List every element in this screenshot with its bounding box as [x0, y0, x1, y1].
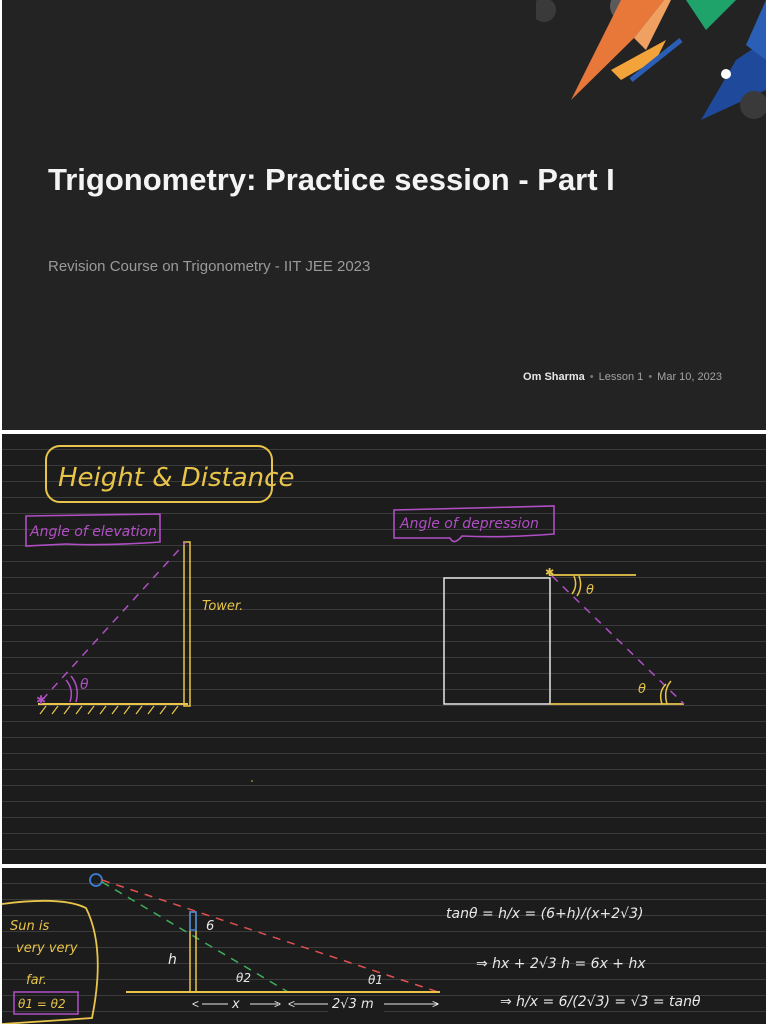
theta-far: θ1 — [368, 973, 383, 987]
sun-ray-near — [102, 882, 288, 992]
elevation-label: Angle of elevation — [30, 524, 158, 540]
observer-mark: ✱ — [36, 693, 47, 707]
handwritten-solution — [2, 868, 766, 1024]
equation-2: ⇒ hx + 2√3 h = 6x + hx — [476, 956, 646, 972]
handwritten-notes — [2, 434, 766, 864]
svg-text:<: < — [192, 997, 200, 1011]
theta-near: θ2 — [236, 971, 251, 985]
distance-label: 2√3 m — [332, 997, 374, 1012]
equation-1: tanθ = h/x = (6+h)/(x+2√3) — [446, 906, 644, 922]
svg-text:>: > — [432, 997, 440, 1011]
six-label: 6 — [206, 919, 215, 934]
lesson-meta: Om Sharma • Lesson 1 • Mar 10, 2023 — [523, 371, 722, 383]
depression-label: Angle of depression — [400, 516, 539, 532]
notes-slide-height-distance — [2, 434, 766, 864]
sun-note-line1: Sun is — [10, 919, 50, 934]
svg-text:>: > — [274, 997, 282, 1011]
bottom-theta: θ — [638, 682, 646, 697]
heading-text: Height & Distance — [58, 463, 295, 493]
depression-theta: θ — [586, 583, 594, 598]
x-distance-label: x — [232, 997, 240, 1012]
lesson-number: Lesson 1 — [598, 371, 644, 383]
lesson-date: Mar 10, 2023 — [657, 371, 722, 383]
sun-note-eq: θ1 = θ2 — [18, 997, 66, 1011]
pencil-decoration-icon — [536, 0, 766, 125]
line-of-sight — [42, 542, 186, 700]
course-subtitle: Revision Course on Trigonometry - IIT JEE 2023 — [48, 258, 371, 275]
observer-mark-top: ✱ — [545, 567, 555, 579]
tower-shape — [184, 542, 190, 706]
pole-shape — [190, 912, 196, 992]
ground-hatching — [40, 706, 178, 714]
title-slide — [2, 0, 766, 430]
pole-top-segment — [190, 912, 196, 930]
sun-icon — [90, 874, 102, 886]
author-name: Om Sharma — [523, 371, 585, 383]
h-label: h — [168, 952, 177, 968]
equation-3: ⇒ h/x = 6/(2√3) = √3 = tanθ — [500, 994, 701, 1010]
sun-note-line3: far. — [26, 973, 47, 988]
depression-angle-arc — [572, 576, 576, 594]
building-shape — [444, 578, 550, 704]
sun-ray-far — [102, 880, 438, 992]
depression-line-of-sight — [552, 576, 684, 704]
elevation-theta: θ — [80, 677, 89, 693]
elevation-angle-arc — [66, 680, 71, 702]
svg-text:<: < — [288, 997, 296, 1011]
sun-note-line2: very very — [16, 941, 78, 956]
tower-label: Tower. — [202, 599, 244, 614]
lesson-title: Trigonometry: Practice session - Part I — [48, 162, 615, 197]
notes-slide-sun-problem — [2, 868, 766, 1024]
